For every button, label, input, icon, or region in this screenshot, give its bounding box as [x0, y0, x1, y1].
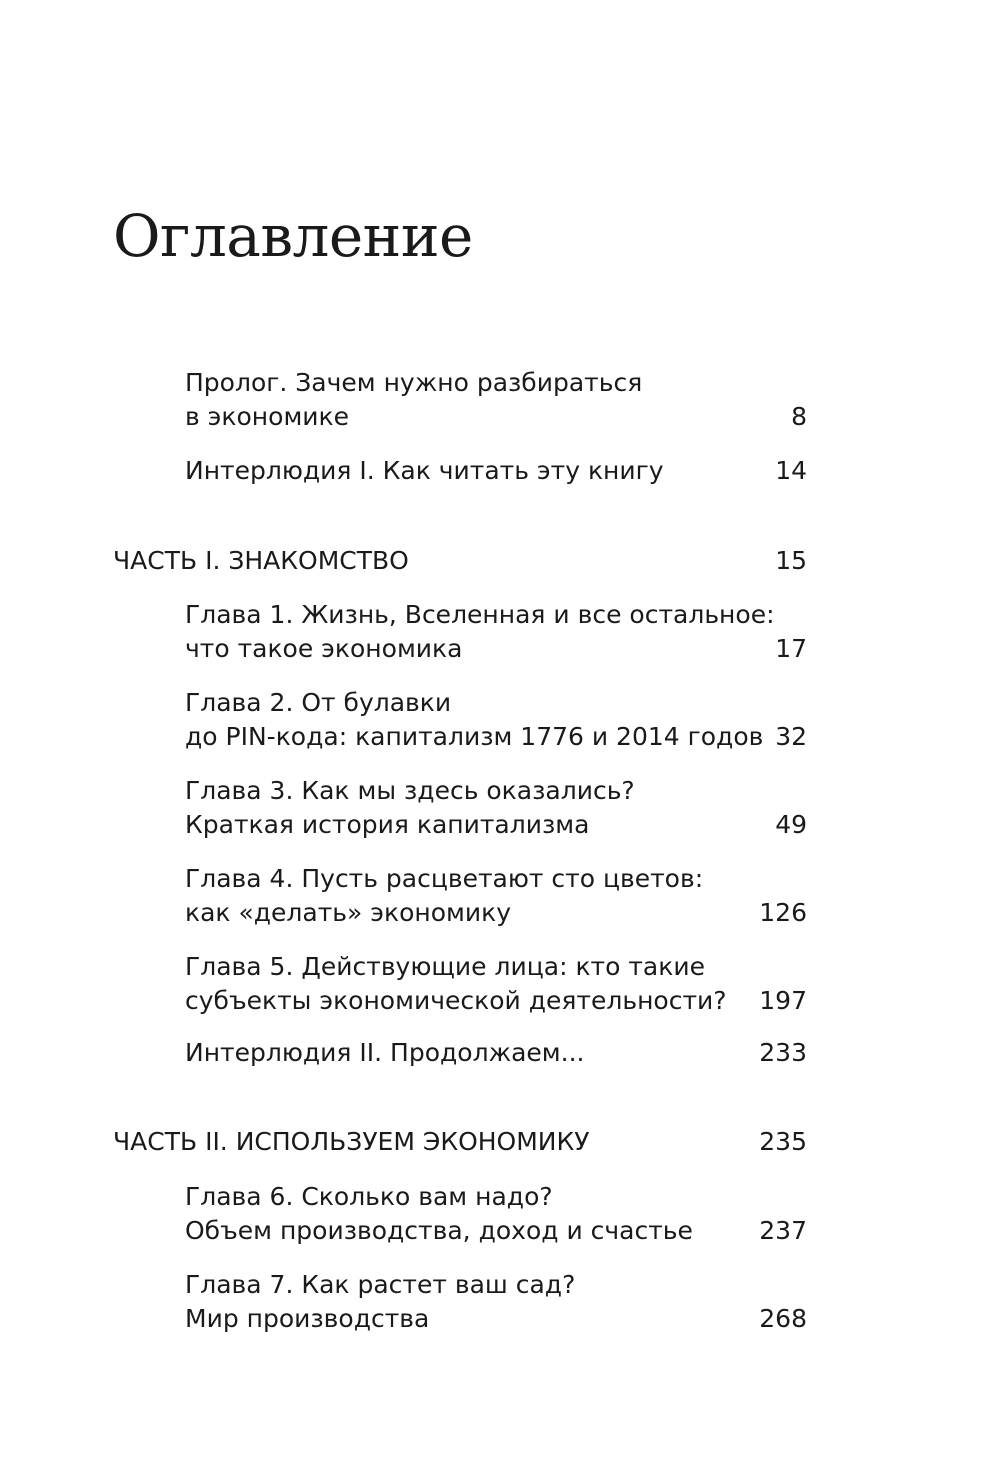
entry-title-line-2: Объем производства, доход и счастье	[185, 1216, 693, 1245]
page-number: 14	[775, 456, 807, 485]
entry-title-line-2: что такое экономика	[185, 634, 463, 663]
entry-title-line-1: Интерлюдия I. Как читать эту книгу	[185, 456, 664, 485]
toc-entry-interlude-1[interactable]	[185, 454, 807, 488]
entry-title-line-1: Глава 7. Как растет ваш сад?	[185, 1270, 576, 1299]
page-number: 49	[775, 810, 807, 839]
page-number: 8	[791, 402, 807, 431]
entry-title-line-2: Краткая история капитализма	[185, 810, 590, 839]
toc-part-1[interactable]	[113, 544, 807, 578]
part-title: ЧАСТЬ I. ЗНАКОМСТВО	[113, 546, 409, 575]
page-number: 32	[775, 722, 807, 751]
entry-title-line-1: Глава 5. Действующие лица: кто такие	[185, 952, 705, 981]
page-number: 197	[759, 986, 807, 1015]
entry-title-line-2: Мир производства	[185, 1304, 430, 1333]
entry-title-line-1: Интерлюдия II. Продолжаем...	[185, 1038, 585, 1067]
entry-title-line-1: Глава 3. Как мы здесь оказались?	[185, 776, 635, 805]
toc-entry-prologue[interactable]	[185, 366, 807, 434]
toc-entry-chapter-7[interactable]	[185, 1268, 807, 1336]
toc-part-2[interactable]	[113, 1125, 807, 1159]
toc-entry-chapter-5[interactable]	[185, 950, 807, 1018]
entry-title-line-2: в экономике	[185, 402, 350, 431]
page-number: 233	[759, 1038, 807, 1067]
entry-title-line-2: до PIN-кода: капитализм 1776 и 2014 годов	[185, 722, 764, 751]
toc-entry-interlude-2[interactable]	[185, 1036, 807, 1070]
page-number: 15	[775, 546, 807, 575]
toc-entry-chapter-2[interactable]	[185, 686, 807, 754]
entry-title-line-1: Глава 1. Жизнь, Вселенная и все остальное:	[185, 600, 775, 629]
entry-title-line-1: Глава 6. Сколько вам надо?	[185, 1182, 553, 1211]
page-number: 235	[759, 1127, 807, 1156]
entry-title-line-2: субъекты экономической деятельности?	[185, 986, 727, 1015]
page-title: Оглавление	[113, 202, 473, 270]
page-number: 17	[775, 634, 807, 663]
toc-entry-chapter-4[interactable]	[185, 862, 807, 930]
page-number: 126	[759, 898, 807, 927]
toc-entry-chapter-1[interactable]	[185, 598, 807, 666]
page-number: 268	[759, 1304, 807, 1333]
toc-entry-chapter-6[interactable]	[185, 1180, 807, 1248]
part-title: ЧАСТЬ II. ИСПОЛЬЗУЕМ ЭКОНОМИКУ	[113, 1127, 590, 1156]
entry-title-line-2: как «делать» экономику	[185, 898, 512, 927]
page-number: 237	[759, 1216, 807, 1245]
entry-title-line-1: Глава 4. Пусть расцветают сто цветов:	[185, 864, 704, 893]
entry-title-line-1: Пролог. Зачем нужно разбираться	[185, 368, 643, 397]
entry-title-line-1: Глава 2. От булавки	[185, 688, 452, 717]
toc-entry-chapter-3[interactable]	[185, 774, 807, 842]
